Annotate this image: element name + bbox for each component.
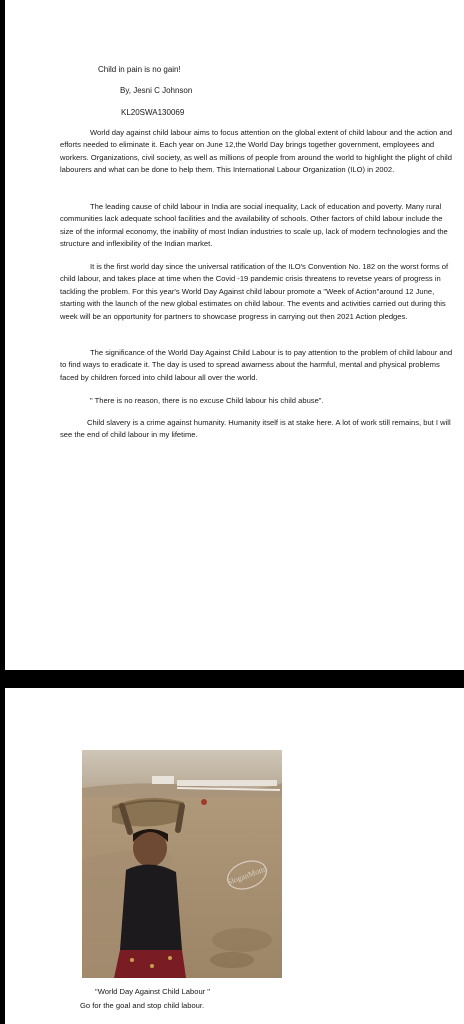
paragraph-1-text: World day against child labour aims to focus attention on the global extent of child labour and the action and efforts needed to eliminate it. Each year on June 12,the World Day brings together government, employees and workers. Organizations, civil society, as well as millions of people from around the world to highlight the plight of child labourers and what can be done to help them. This International Labour Organization (ILO) in 2002. <box>60 128 453 175</box>
document-page-1 <box>5 0 464 670</box>
paragraph-4-text: The significance of the World Day Against Child Labour is to pay attention to the problem of child labour and to find ways to eradicate it. The day is used to spread awarness about the harmful, mental and physical problems faced by children forced into child labour all over the world. <box>60 348 453 382</box>
author-id: KL20SWA130069 <box>121 108 185 117</box>
page-edge <box>457 688 464 1024</box>
author-byline: By, Jesni C Johnson <box>120 86 193 95</box>
document-title: Child in pain is no gain! <box>98 65 181 74</box>
paragraph-2-text: The leading cause of child labour in India are social inequality, Lack of education and poverty. Many rural communities lack adequate school facilities and the availability of schools. Other factors of child labour include the size of the informal economy, the inability of most Indian industries to scale up, lack of modern technologies and the structure and inflexibility of the Indian market. <box>60 202 448 249</box>
quote <box>60 395 456 407</box>
quote-text: " There is no reason, there is no excuse Child labour his child abuse". <box>90 396 324 405</box>
photo-caption-title: "World Day Against Child Labour " <box>95 987 210 996</box>
paragraph-3-text: It is the first world day since the universal ratification of the ILO's Convention No. 182 on the worst forms of child labour, and takes place at time when the Covid -19 pandemic crisis threatens to revetse years of progress in tackling the problem. For this year's World Day Against child labour promote a "Week of Action"around 12 June, starting with the launch of the new global estimates on child labour. The events and activities carried out during this week will be an opportunity for partners to showcase progress in carrying out then 2021 Action pledges. <box>60 262 449 321</box>
paragraph-4 <box>60 347 456 384</box>
paragraph-3 <box>60 261 456 323</box>
paragraph-1 <box>60 127 456 177</box>
photo-caption-slogan: Go for the goal and stop child labour. <box>80 1001 205 1010</box>
paragraph-2 <box>60 201 456 251</box>
closing-text: Child slavery is a crime against humanity. Humanity itself is at stake here. A lot of work still remains, but I will see the end of child labour in my lifetime. <box>60 418 451 440</box>
child-labour-photo <box>82 750 282 978</box>
photo-watermark: SloganMotto <box>226 864 269 887</box>
closing-paragraph <box>60 417 456 442</box>
